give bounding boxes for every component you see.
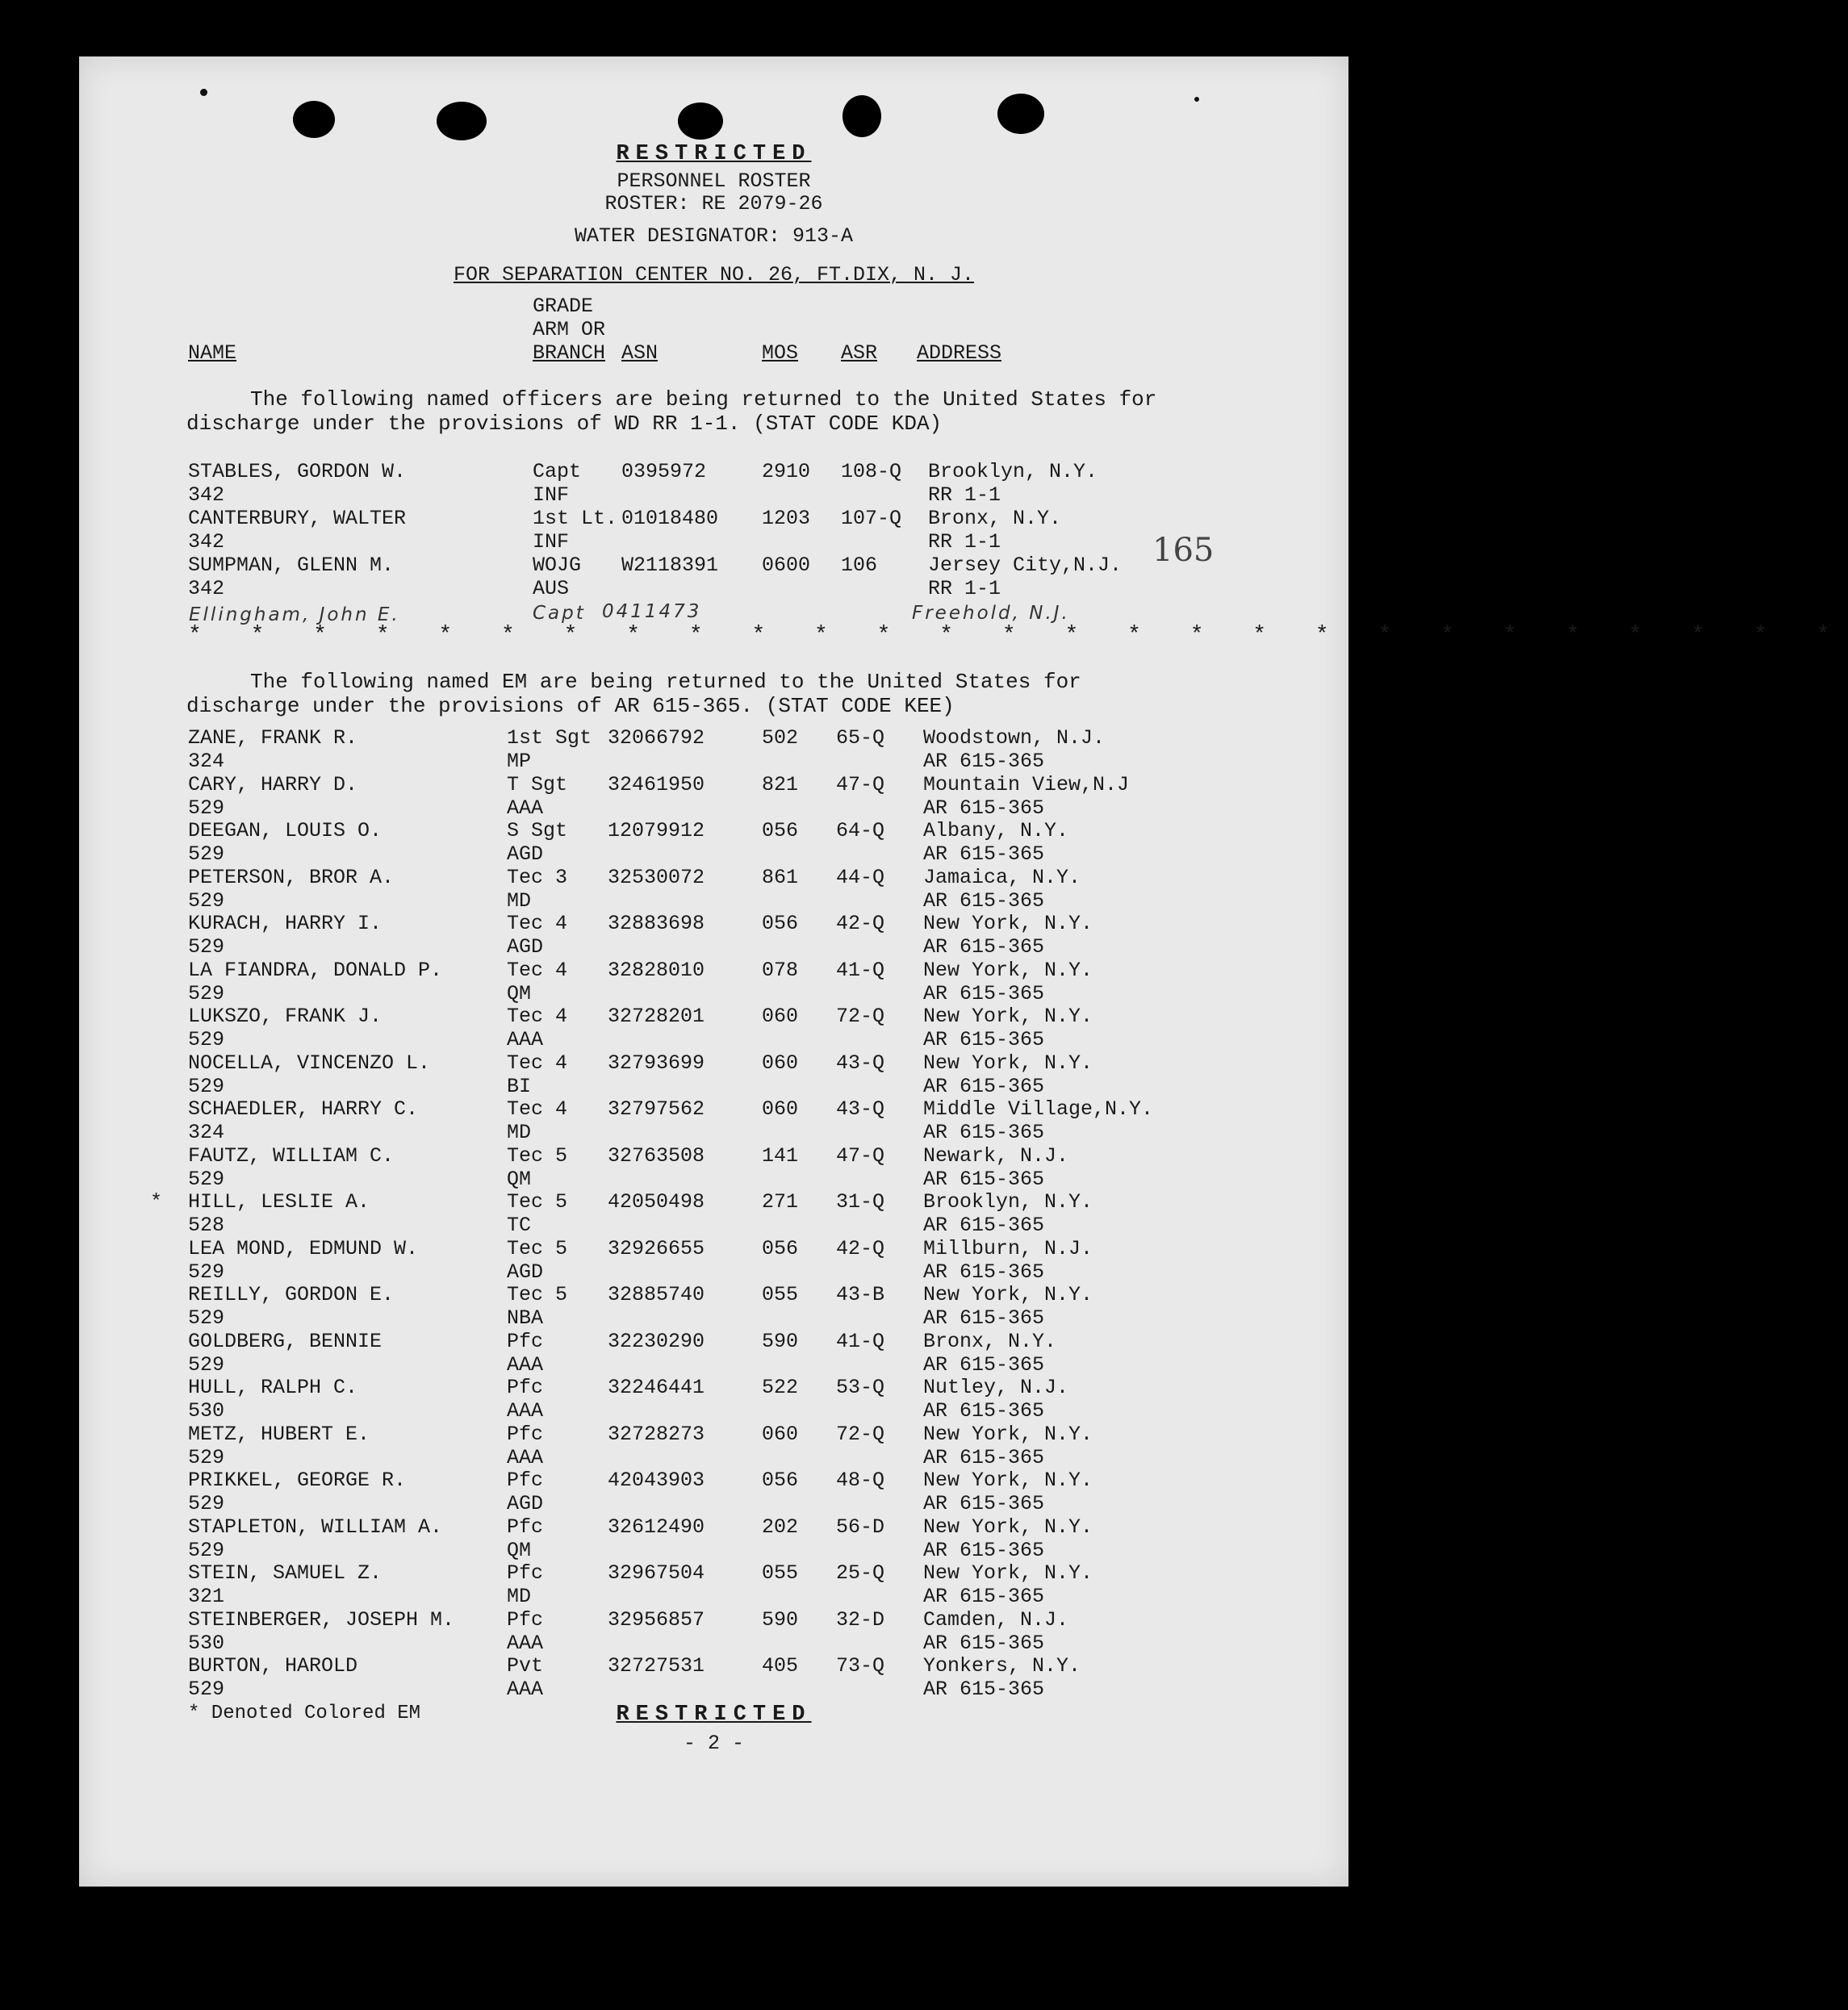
branch-cell: AAA <box>507 1445 544 1469</box>
mos-cell: 202 <box>762 1515 799 1539</box>
code-cell: 529 <box>188 1306 225 1330</box>
address-cell: New York, N.Y. <box>923 958 1093 982</box>
enlisted-row <box>79 959 1348 1005</box>
name-cell: LUKSZO, FRANK J. <box>188 1005 383 1028</box>
branch-cell: AAA <box>507 796 544 820</box>
mos-cell: 590 <box>762 1607 799 1632</box>
name-cell: KURACH, HARRY I. <box>188 912 383 935</box>
mos-cell: 821 <box>762 772 799 796</box>
authority-cell: AR 615-365 <box>923 1538 1045 1562</box>
asr-cell: 42-Q <box>836 912 885 935</box>
branch-cell: MP <box>507 750 532 773</box>
code-cell: 529 <box>188 1352 225 1377</box>
roster-page <box>79 56 1848 1887</box>
authority-cell: AR 615-365 <box>923 935 1045 959</box>
authority-cell: AR 615-365 <box>923 1214 1045 1237</box>
address-cell: Jamaica, N.Y. <box>923 865 1081 889</box>
grade-cell: S Sgt <box>507 819 568 842</box>
authority-cell: RR 1-1 <box>928 483 1001 507</box>
asn-cell: 32883698 <box>608 912 705 935</box>
address-cell: Mountain View,N.J <box>923 772 1130 796</box>
grade-cell: Pfc <box>507 1469 544 1492</box>
asr-cell: 65-Q <box>836 726 885 750</box>
grade-cell: Tec 4 <box>507 958 568 982</box>
enlisted-row <box>79 726 1348 773</box>
asn-cell: 32461950 <box>608 772 705 796</box>
authority-cell: AR 615-365 <box>923 981 1045 1005</box>
branch-cell: AAA <box>507 1028 544 1051</box>
roster-title: PERSONNEL ROSTER <box>617 169 811 193</box>
name-cell: HULL, RALPH C. <box>188 1376 358 1399</box>
mos-cell: 861 <box>762 865 799 889</box>
asr-cell: 42-Q <box>836 1236 885 1260</box>
asr-cell: 72-Q <box>836 1005 885 1028</box>
restricted-header: RESTRICTED <box>616 142 812 166</box>
col-address: ADDRESS <box>917 341 1002 365</box>
grade-cell: Pfc <box>507 1329 544 1353</box>
address-cell: New York, N.Y. <box>923 1469 1093 1492</box>
name-cell: HILL, LESLIE A. <box>188 1190 370 1214</box>
enlisted-row <box>79 1469 1348 1515</box>
mos-cell: 060 <box>762 1422 799 1446</box>
grade-cell: Pfc <box>507 1422 544 1446</box>
enlisted-row <box>79 1097 1348 1144</box>
enlisted-row <box>79 1376 1348 1423</box>
mos-cell: 271 <box>762 1190 799 1214</box>
mos-cell: 056 <box>762 1236 799 1260</box>
address-cell: Nutley, N.J. <box>923 1376 1069 1399</box>
name-cell: METZ, HUBERT E. <box>188 1422 370 1446</box>
code-cell: 529 <box>188 1678 225 1701</box>
asr-cell: 72-Q <box>836 1422 885 1446</box>
grade-cell: Tec 4 <box>507 1097 568 1121</box>
asr-cell: 25-Q <box>836 1561 885 1585</box>
officers-intro-line2: discharge under the provisions of WD RR 1-1. (STAT CODE KDA) <box>186 412 943 436</box>
name-cell: DEEGAN, LOUIS O. <box>188 819 383 842</box>
branch-cell: AAA <box>507 1352 544 1377</box>
asn-cell: 32956857 <box>608 1607 705 1632</box>
enlisted-row <box>79 1190 1348 1237</box>
branch-cell: AAA <box>507 1678 544 1701</box>
code-cell: 529 <box>188 935 225 959</box>
handwritten-address: Freehold, N.J. <box>912 603 1070 624</box>
branch-cell: QM <box>507 1538 532 1562</box>
asn-cell: 32926655 <box>608 1236 705 1260</box>
page-number: - 2 - <box>683 1732 744 1755</box>
asr-cell: 43-Q <box>836 1097 885 1121</box>
name-cell: PETERSON, BROR A. <box>188 865 395 889</box>
authority-cell: AR 615-365 <box>923 1074 1045 1098</box>
authority-cell: AR 615-365 <box>923 1399 1045 1423</box>
name-cell: LA FIANDRA, DONALD P. <box>188 958 443 982</box>
code-cell: 321 <box>188 1585 225 1608</box>
asn-cell: 32797562 <box>608 1097 705 1121</box>
punch-hole <box>678 102 723 140</box>
branch-cell: TC <box>507 1214 532 1237</box>
asr-cell: 47-Q <box>836 772 885 796</box>
footer-note: * Denoted Colored EM <box>188 1703 421 1724</box>
asr-cell: 43-Q <box>836 1051 885 1075</box>
address-cell: New York, N.Y. <box>923 1561 1093 1585</box>
asn-cell: 12079912 <box>608 819 705 842</box>
name-cell: SCHAEDLER, HARRY C. <box>188 1097 419 1121</box>
name-cell: CANTERBURY, WALTER <box>188 507 407 530</box>
authority-cell: AR 615-365 <box>923 1631 1045 1655</box>
address-cell: Albany, N.Y. <box>923 819 1069 842</box>
branch-cell: AAA <box>507 1399 544 1423</box>
punch-hole <box>842 95 881 137</box>
name-cell: FAUTZ, WILLIAM C. <box>188 1143 395 1168</box>
name-cell: NOCELLA, VINCENZO L. <box>188 1051 431 1075</box>
address-cell: Camden, N.J. <box>923 1607 1069 1632</box>
address-cell: Bronx, N.Y. <box>928 507 1062 530</box>
enlisted-row <box>79 773 1348 820</box>
em-intro-line1: The following named EM are being returned to the United States for <box>250 670 1081 694</box>
handwritten-name: Ellingham, John E. <box>189 604 400 625</box>
grade-cell: Pfc <box>507 1376 544 1399</box>
mos-cell: 141 <box>762 1143 799 1168</box>
speck <box>1194 97 1199 102</box>
name-cell: PRIKKEL, GEORGE R. <box>188 1469 407 1492</box>
branch-cell: QM <box>507 1167 532 1191</box>
asn-cell: 32530072 <box>608 865 705 889</box>
code-cell: 324 <box>188 750 225 773</box>
address-cell: New York, N.Y. <box>923 1422 1093 1446</box>
branch-cell: QM <box>507 981 532 1005</box>
asn-cell: 0395972 <box>621 460 707 483</box>
punch-hole <box>293 101 335 138</box>
code-cell: 529 <box>188 1167 225 1191</box>
branch-cell: AGD <box>507 935 544 959</box>
star-divider: * * * * * * * * * * * * * * * * * * * * * * * * * * * <box>188 623 1848 648</box>
name-cell: ZANE, FRANK R. <box>188 726 358 750</box>
mos-cell: 056 <box>762 1469 799 1492</box>
authority-cell: AR 615-365 <box>923 1492 1045 1515</box>
code-cell: 529 <box>188 796 225 820</box>
asn-cell: 01018480 <box>621 507 719 530</box>
asn-cell: 32967504 <box>608 1561 705 1585</box>
code-cell: 529 <box>188 1445 225 1469</box>
authority-cell: AR 615-365 <box>923 1028 1045 1051</box>
authority-cell: AR 615-365 <box>923 796 1045 820</box>
asr-cell: 107-Q <box>841 507 902 530</box>
asr-cell: 64-Q <box>836 819 885 842</box>
address-cell: Middle Village,N.Y. <box>923 1097 1154 1121</box>
col-arm-or: ARM OR <box>533 318 606 341</box>
address-cell: New York, N.Y. <box>923 1005 1093 1028</box>
authority-cell: AR 615-365 <box>923 1352 1045 1377</box>
asr-cell: 48-Q <box>836 1469 885 1492</box>
authority-cell: AR 615-365 <box>923 1585 1045 1608</box>
enlisted-row <box>79 1005 1348 1051</box>
branch-cell: AGD <box>507 1492 544 1515</box>
mos-cell: 055 <box>762 1283 799 1306</box>
branch-cell: AGD <box>507 842 544 866</box>
mos-cell: 060 <box>762 1005 799 1028</box>
name-cell: BURTON, HAROLD <box>188 1654 358 1678</box>
code-cell: 529 <box>188 1260 225 1284</box>
em-intro-line2: discharge under the provisions of AR 615-365. (STAT CODE KEE) <box>186 694 955 718</box>
code-cell: 530 <box>188 1631 225 1655</box>
authority-cell: AR 615-365 <box>923 750 1045 773</box>
punch-hole <box>437 102 487 140</box>
code-cell: 529 <box>188 1538 225 1562</box>
grade-cell: Tec 5 <box>507 1236 568 1260</box>
code-cell: 529 <box>188 1028 225 1051</box>
asn-cell: 42050498 <box>608 1190 705 1214</box>
enlisted-row <box>79 819 1348 866</box>
mos-cell: 055 <box>762 1561 799 1585</box>
enlisted-row <box>79 1608 1348 1655</box>
punch-hole <box>997 94 1044 134</box>
mos-cell: 0600 <box>762 554 811 577</box>
grade-cell: 1st Sgt <box>507 726 592 750</box>
enlisted-row <box>79 1515 1348 1562</box>
mos-cell: 078 <box>762 958 799 982</box>
separation-center: FOR SEPARATION CENTER NO. 26, FT.DIX, N. J. <box>453 263 975 286</box>
asr-cell: 56-D <box>836 1515 885 1539</box>
asn-cell: 32728201 <box>608 1005 705 1028</box>
code-cell: 529 <box>188 888 225 913</box>
authority-cell: AR 615-365 <box>923 1167 1045 1191</box>
name-cell: GOLDBERG, BENNIE <box>188 1329 383 1353</box>
name-cell: STABLES, GORDON W. <box>188 460 407 483</box>
enlisted-row <box>79 1561 1348 1608</box>
enlisted-row <box>79 1051 1348 1098</box>
mos-cell: 502 <box>762 726 799 750</box>
name-cell: REILLY, GORDON E. <box>188 1283 395 1306</box>
grade-cell: Pfc <box>507 1561 544 1585</box>
address-cell: Brooklyn, N.Y. <box>928 460 1098 483</box>
handwritten-page-number: 165 <box>1152 532 1215 569</box>
asr-cell: 41-Q <box>836 958 885 982</box>
code-cell: 529 <box>188 981 225 1005</box>
mos-cell: 405 <box>762 1654 799 1678</box>
grade-cell: Tec 4 <box>507 1051 568 1075</box>
col-grade: GRADE <box>533 295 594 318</box>
grade-cell: Tec 4 <box>507 1005 568 1028</box>
asn-cell: 32727531 <box>608 1654 705 1678</box>
mos-cell: 056 <box>762 819 799 842</box>
asn-cell: 32885740 <box>608 1283 705 1306</box>
enlisted-row <box>79 1144 1348 1191</box>
branch-cell: BI <box>507 1074 532 1098</box>
enlisted-row <box>79 1283 1348 1330</box>
enlisted-row <box>79 1423 1348 1469</box>
code-cell: 324 <box>188 1121 225 1144</box>
mos-cell: 522 <box>762 1376 799 1399</box>
address-cell: Jersey City,N.J. <box>928 554 1123 577</box>
enlisted-row <box>79 866 1348 913</box>
asr-cell: 73-Q <box>836 1654 885 1678</box>
roster-number: ROSTER: RE 2079-26 <box>604 192 823 215</box>
address-cell: New York, N.Y. <box>923 912 1093 935</box>
asr-cell: 108-Q <box>841 460 902 483</box>
asr-cell: 106 <box>841 554 878 577</box>
authority-cell: AR 615-365 <box>923 1260 1045 1284</box>
asn-cell: 32763508 <box>608 1143 705 1168</box>
grade-cell: Tec 3 <box>507 865 568 889</box>
handwritten-grade: Capt <box>533 603 586 624</box>
name-cell: STEINBERGER, JOSEPH M. <box>188 1607 455 1632</box>
enlisted-row <box>79 1654 1348 1701</box>
name-cell: STAPLETON, WILLIAM A. <box>188 1515 443 1539</box>
mos-cell: 060 <box>762 1051 799 1075</box>
grade-cell: Pvt <box>507 1654 544 1678</box>
asn-cell: 32612490 <box>608 1515 705 1539</box>
authority-cell: RR 1-1 <box>928 530 1001 554</box>
asn-cell: 32793699 <box>608 1051 705 1075</box>
branch-cell: AAA <box>507 1631 544 1655</box>
mos-cell: 060 <box>762 1097 799 1121</box>
authority-cell: AR 615-365 <box>923 1121 1045 1144</box>
address-cell: Brooklyn, N.Y. <box>923 1190 1093 1214</box>
branch-cell: INF <box>533 530 570 554</box>
grade-cell: WOJG <box>533 554 582 577</box>
address-cell: New York, N.Y. <box>923 1515 1093 1539</box>
asn-cell: 32246441 <box>608 1376 705 1399</box>
asr-cell: 43-B <box>836 1283 885 1306</box>
authority-cell: AR 615-365 <box>923 1306 1045 1330</box>
asr-cell: 44-Q <box>836 865 885 889</box>
name-cell: LEA MOND, EDMUND W. <box>188 1236 419 1260</box>
enlisted-row <box>79 912 1348 959</box>
grade-cell: T Sgt <box>507 772 568 796</box>
code-cell: 529 <box>188 842 225 866</box>
asr-cell: 53-Q <box>836 1376 885 1399</box>
address-cell: Bronx, N.Y. <box>923 1329 1057 1353</box>
authority-cell: AR 615-365 <box>923 1445 1045 1469</box>
enlisted-row <box>79 1237 1348 1284</box>
handwritten-asn: 0411473 <box>602 601 702 622</box>
asn-cell: 32230290 <box>608 1329 705 1353</box>
address-cell: Millburn, N.J. <box>923 1236 1093 1260</box>
branch-cell: MD <box>507 1585 532 1608</box>
code-cell: 529 <box>188 1492 225 1515</box>
mos-cell: 2910 <box>762 460 811 483</box>
col-branch: BRANCH <box>533 341 606 365</box>
branch-cell: MD <box>507 888 532 913</box>
asn-cell: 42043903 <box>608 1469 705 1492</box>
code-cell: 342 <box>188 483 225 507</box>
address-cell: Woodstown, N.J. <box>923 726 1106 750</box>
grade-cell: 1st Lt. <box>533 507 618 530</box>
authority-cell: AR 615-365 <box>923 1678 1045 1701</box>
restricted-footer: RESTRICTED <box>616 1703 812 1727</box>
address-cell: Yonkers, N.Y. <box>923 1654 1081 1678</box>
mos-cell: 056 <box>762 912 799 935</box>
colored-mark: * <box>150 1190 163 1214</box>
address-cell: New York, N.Y. <box>923 1283 1093 1306</box>
code-cell: 530 <box>188 1399 225 1423</box>
branch-cell: INF <box>533 483 570 507</box>
grade-cell: Pfc <box>507 1607 544 1632</box>
grade-cell: Capt <box>533 460 582 483</box>
branch-cell: MD <box>507 1121 532 1144</box>
mos-cell: 1203 <box>762 507 811 530</box>
asr-cell: 47-Q <box>836 1143 885 1168</box>
col-name: NAME <box>188 341 237 365</box>
code-cell: 342 <box>188 577 225 600</box>
water-designator: WATER DESIGNATOR: 913-A <box>574 224 854 248</box>
address-cell: New York, N.Y. <box>923 1051 1093 1075</box>
branch-cell: AUS <box>533 577 570 600</box>
branch-cell: NBA <box>507 1306 544 1330</box>
col-asr: ASR <box>841 341 878 365</box>
asr-cell: 31-Q <box>836 1190 885 1214</box>
authority-cell: AR 615-365 <box>923 842 1045 866</box>
authority-cell: RR 1-1 <box>928 577 1001 600</box>
asn-cell: 32828010 <box>608 958 705 982</box>
col-asn: ASN <box>621 341 659 365</box>
branch-cell: AGD <box>507 1260 544 1284</box>
asn-cell: W2118391 <box>621 554 719 577</box>
asr-cell: 32-D <box>836 1607 885 1632</box>
col-mos: MOS <box>762 341 799 365</box>
authority-cell: AR 615-365 <box>923 888 1045 913</box>
name-cell: STEIN, SAMUEL Z. <box>188 1561 383 1585</box>
name-cell: CARY, HARRY D. <box>188 772 358 796</box>
asr-cell: 41-Q <box>836 1329 885 1353</box>
address-cell: Newark, N.J. <box>923 1143 1069 1168</box>
asn-cell: 32728273 <box>608 1422 705 1446</box>
officers-intro-line1: The following named officers are being returned to the United States for <box>250 387 1157 412</box>
grade-cell: Tec 5 <box>507 1190 568 1214</box>
code-cell: 528 <box>188 1214 225 1237</box>
grade-cell: Tec 4 <box>507 912 568 935</box>
grade-cell: Tec 5 <box>507 1143 568 1168</box>
grade-cell: Tec 5 <box>507 1283 568 1306</box>
code-cell: 342 <box>188 530 225 554</box>
asn-cell: 32066792 <box>608 726 705 750</box>
enlisted-row <box>79 1330 1348 1377</box>
grade-cell: Pfc <box>507 1515 544 1539</box>
speck <box>200 89 207 96</box>
name-cell: SUMPMAN, GLENN M. <box>188 554 395 577</box>
officer-row <box>79 460 1348 507</box>
mos-cell: 590 <box>762 1329 799 1353</box>
code-cell: 529 <box>188 1074 225 1098</box>
